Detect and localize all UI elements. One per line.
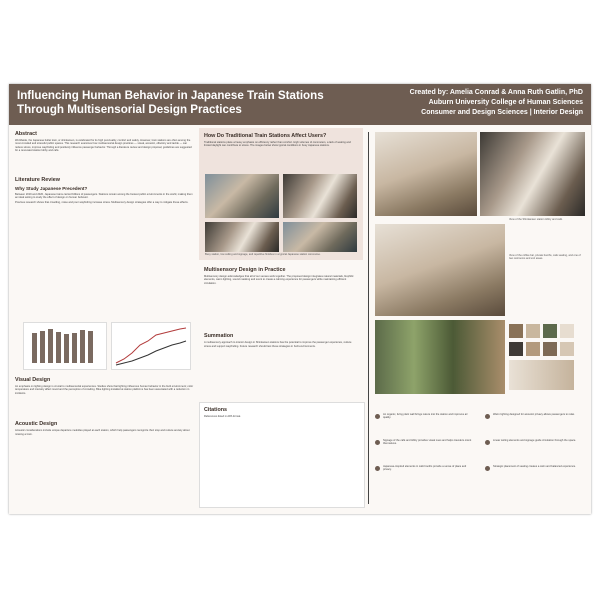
ridership-line-chart [111, 322, 191, 370]
render-caption-1: View of the Shinkansen station lobby and café. [509, 218, 563, 221]
bullet-dot [375, 466, 380, 471]
department: Consumer and Design Sciences | Interior Design [421, 109, 583, 116]
created-by: Created by: Amelia Conrad & Anna Ruth Gatlin, PhD [409, 89, 583, 96]
literature-heading: Literature Review [15, 176, 60, 183]
chart-bar [88, 331, 93, 363]
lobby-render-1 [375, 132, 477, 216]
abstract-heading: Abstract [15, 131, 37, 137]
station-photo-3 [205, 222, 279, 252]
passenger-bar-chart [23, 322, 107, 370]
material-swatch [543, 342, 557, 356]
chart-bar [48, 329, 53, 363]
chart-bar [72, 333, 77, 363]
ridership-lines [112, 323, 190, 369]
material-swatch [560, 324, 574, 338]
material-swatch [543, 324, 557, 338]
left-column-lower [15, 374, 195, 438]
chart-bar [80, 330, 85, 363]
bullet-dot [485, 440, 490, 445]
chart-bar [64, 334, 69, 363]
title-band [9, 84, 366, 125]
chart-bar [40, 331, 45, 363]
lobby-render-2 [480, 132, 585, 216]
multisensory-text: Multisensory design acknowledges that all of our senses work together. The proposed design integrates natural materials, biophilic elements, warm lighting, sound masking and scent to create a calming experience for passengers while maintaining efficient circulation. [204, 275, 354, 285]
bullet-text-2: Signage of the café and lobby provides visual cues and helps travelers orient themselves. [383, 439, 472, 446]
material-swatch [526, 324, 540, 338]
bullet-text-1: An organic, living plant wall brings nature into the station and improves air quality. [383, 413, 468, 420]
multisensory-heading: Multisensory Design in Practice [204, 267, 286, 273]
authors-block [410, 88, 583, 118]
citations-section [204, 404, 358, 420]
traditional-heading: How Do Traditional Train Stations Affect Users? [204, 133, 327, 139]
bullet-text-4: Warm lighting designed for acoustic privacy allows passengers to relax. [493, 413, 575, 416]
summary-heading: Summation [204, 333, 234, 340]
abstract-text: Worldwide, the Japanese bullet train, or shinkansen, is celebrated for its high punctuality, comfort and safety. However, train stations are often among the most crowded and stressful public spaces. This research examines how multisensorial design practices — visual, acoustic, olfactory and tactile — can reduce stress, improve wayfinding and positively influence passenger behavior. Through a literature review and design proposal, guidelines are suggested for a renovated station lobby and café. [15, 139, 192, 153]
traditional-section [204, 130, 358, 150]
plant-wall-render [375, 320, 505, 394]
poster-title: Influencing Human Behavior in Japanese Train Stations Through Multisensorial Design Practices [17, 89, 324, 116]
citations-heading: Citations [204, 407, 228, 413]
cafe-render [375, 224, 505, 316]
floor-plan-thumbnail [509, 360, 574, 390]
literature-text: Between 2019 and 2020, Japanese trains carried billions of passengers. Stations remain among the busiest public environments in the world, making them an ideal setting to study the effect of design on human behavior. [15, 192, 193, 200]
left-column [15, 128, 195, 207]
bullet-dot [485, 414, 490, 419]
author-band [366, 84, 591, 125]
literature-text-2: Previous research shows that crowding, noise and poor wayfinding increase stress. Multisensory design strategies offer a way to mitigate these effects. [15, 201, 189, 205]
material-swatch [526, 342, 540, 356]
bullet-text-5: Linear ceiling elements and signage guide circulation through the space. [493, 439, 577, 442]
material-swatch [509, 342, 523, 356]
traditional-text: Traditional stations place a heavy emphasis on efficiency rather than comfort. High volumes of commuters, a lack of seating and limited daylight can contribute to stress. The images below show typical conditions in busy Japanese stations. [204, 141, 351, 148]
college: Auburn University College of Human Sciences [428, 99, 583, 106]
bullet-dot [375, 414, 380, 419]
citations-text: References listed in APA format. [204, 415, 242, 418]
bullet-text-3: Japanese-inspired elements in café booths provide a sense of place and privacy. [383, 465, 467, 472]
station-photo-1 [205, 174, 279, 218]
station-photo-2 [283, 174, 357, 218]
summary-text: A multisensory approach to interior design in Shinkansen stations has the potential to improve the passenger experience, reduce stress and support wayfinding. Future research should test these strategies in built environments. [204, 341, 352, 348]
visual-text: An emphasis on lighting design is crucial to multisensorial experiences. Studies show that lighting influences human behavior in the built environment; color temperature and intensity affect mood and the perception of crowding. Blue lighting installed at station platforms has been associated with a reduction in incidents. [15, 385, 194, 395]
acoustic-text: Acoustic considerations include unique departure melodies played at each station, which help passengers recognize their stop and reduce anxiety about missing a train. [15, 429, 190, 436]
poster [9, 84, 591, 514]
literature-subheading: Why Study Japanese Precedent? [15, 185, 88, 191]
material-swatch [509, 324, 523, 338]
traditional-caption: Busy station, low ceiling and signage, and repetitive finishes in a typical Japanese station concourse. [205, 253, 321, 256]
material-swatch [560, 342, 574, 356]
chart-bar [56, 332, 61, 363]
multisensory-section [204, 264, 358, 350]
visual-heading: Visual Design [15, 377, 51, 383]
column-divider [368, 132, 369, 504]
acoustic-heading: Acoustic Design [15, 421, 58, 428]
chart-bar [32, 333, 37, 363]
station-photo-4 [283, 222, 357, 252]
bullet-dot [485, 466, 490, 471]
bullet-dot [375, 440, 380, 445]
render-caption-2: View of the coffee bar, private booths, cafe seating, and one of two restrooms and exit areas. [509, 254, 581, 261]
bullet-text-6: Strategic placement of seating creates a calm and balanced experience. [493, 465, 576, 468]
